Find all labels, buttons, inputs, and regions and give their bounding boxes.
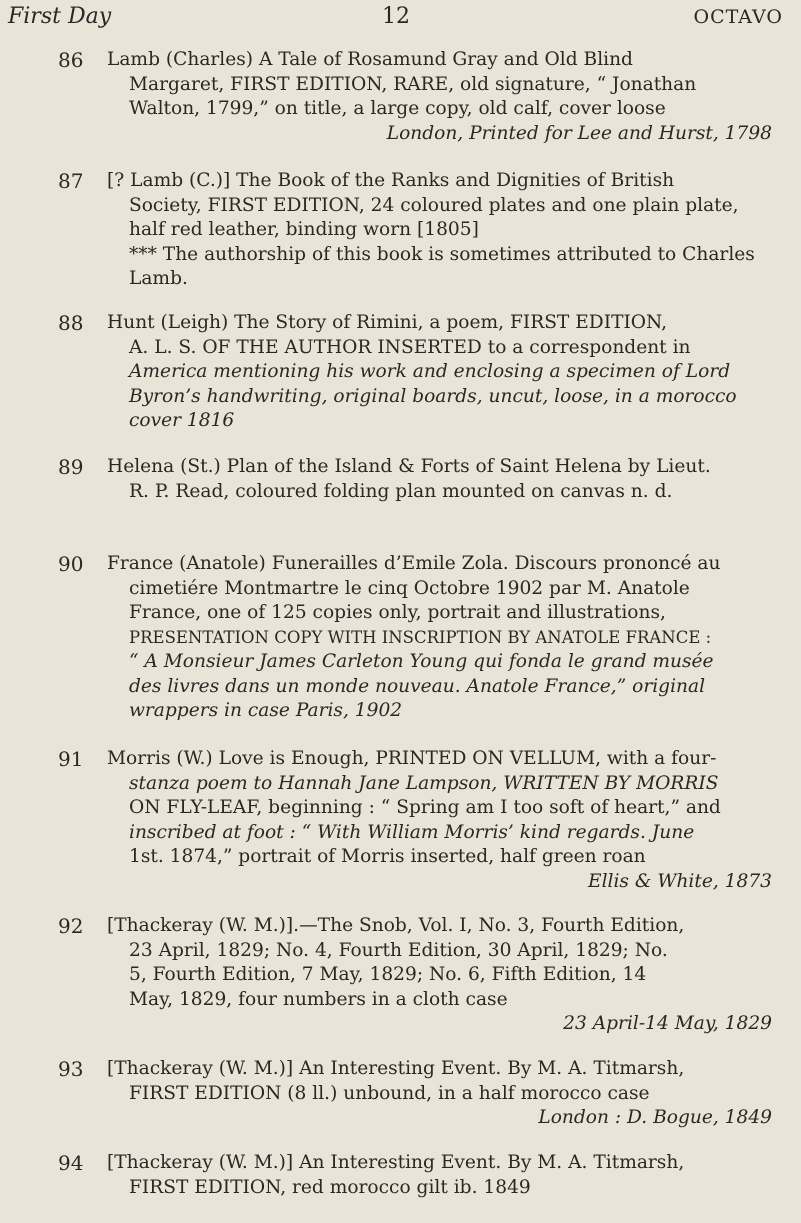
lot-line: [Thackeray (W. M.)] An Interesting Event. By M. A. Titmarsh, — [107, 1058, 685, 1079]
lot-line: France, one of 125 copies only, portrait and illustrations, — [129, 602, 666, 623]
page-number: 12 — [382, 4, 410, 29]
lot-line: cimetiére Montmartre le cinq Octobre 1902 par M. Anatole — [129, 577, 690, 599]
lot-line: R. P. Read, coloured folding plan mounted on canvas n. d. — [129, 480, 673, 502]
lot-line: cover 1816 — [129, 410, 235, 431]
lot-line: [Thackeray (W. M.)] An Interesting Event. By M. A. Titmarsh, — [107, 1152, 685, 1173]
lot-description — [107, 169, 772, 292]
lot-number: 92 — [58, 914, 84, 938]
lot-line: America mentioning his work and enclosing a specimen of Lord — [129, 361, 731, 382]
lot-line: des livres dans un monde nouveau. Anatole France,” original — [129, 675, 706, 697]
lot-description — [107, 48, 772, 146]
lot-number: 89 — [58, 455, 84, 479]
lot-line: half red leather, binding worn [1805] — [129, 219, 479, 240]
lot-number: 86 — [58, 48, 84, 72]
lot-number: 93 — [58, 1057, 84, 1081]
lot-imprint: 23 April-14 May, 1829 — [563, 1013, 772, 1034]
header-day: First Day — [8, 4, 112, 29]
lot-line: Walton, 1799,” on title, a large copy, old calf, cover loose — [129, 98, 666, 119]
lot-line: Margaret, FIRST EDITION, RARE, old signature, “ Jonathan — [129, 73, 697, 95]
lot-line: 5, Fourth Edition, 7 May, 1829; No. 6, Fifth Edition, 14 — [129, 964, 647, 985]
lot-line: Lamb. — [129, 268, 188, 289]
lot-line: [Thackeray (W. M.)].—The Snob, Vol. I, No. 3, Fourth Edition, — [107, 915, 685, 936]
lot-number: 88 — [58, 311, 84, 335]
lot-line: 23 April, 1829; No. 4, Fourth Edition, 30 April, 1829; No. — [129, 939, 668, 961]
header-format: OCTAVO — [693, 6, 783, 28]
lot-line: [? Lamb (C.)] The Book of the Ranks and Dignities of British — [107, 170, 675, 191]
lot-line: France (Anatole) Funerailles d’Emile Zola. Discours prononcé au — [107, 553, 721, 574]
lot-line: inscribed at foot : “ With William Morris’ kind regards. June — [129, 821, 695, 843]
lot-description — [107, 914, 772, 1037]
lot-line: 1st. 1874,” portrait of Morris inserted, half green roan — [129, 846, 646, 867]
lot-number: 91 — [58, 747, 84, 771]
lot-line: Hunt (Leigh) The Story of Rimini, a poem, FIRST EDITION, — [107, 312, 668, 333]
lot-description — [107, 311, 772, 434]
lot-number: 90 — [58, 552, 84, 576]
lot-description — [107, 1151, 772, 1200]
lot-description — [107, 1057, 772, 1131]
lot-line: Lamb (Charles) A Tale of Rosamund Gray and Old Blind — [107, 49, 633, 70]
lot-line: “ A Monsieur James Carleton Young qui fonda le grand musée — [129, 651, 714, 672]
lot-number: 87 — [58, 169, 84, 193]
lot-line: A. L. S. OF THE AUTHOR INSERTED to a correspondent in — [129, 336, 691, 358]
lot-imprint: London : D. Bogue, 1849 — [538, 1107, 772, 1128]
lot-number: 94 — [58, 1151, 84, 1175]
lot-note: *** The authorship of this book is sometimes attributed to Charles — [129, 243, 755, 265]
lot-line: Helena (St.) Plan of the Island & Forts of Saint Helena by Lieut. — [107, 456, 711, 477]
lot-imprint: Ellis & White, 1873 — [588, 870, 772, 892]
lot-line: May, 1829, four numbers in a cloth case — [129, 988, 508, 1010]
page-header — [8, 4, 783, 40]
lot-line: PRESENTATION COPY WITH INSCRIPTION BY ANATOLE FRANCE : — [129, 627, 712, 647]
lot-line: Morris (W.) Love is Enough, PRINTED ON VELLUM, with a four- — [107, 748, 717, 769]
lot-line: wrappers in case Paris, 1902 — [129, 700, 403, 721]
lot-line: FIRST EDITION (8 ll.) unbound, in a half morocco case — [129, 1082, 650, 1104]
lot-description — [107, 747, 772, 894]
lot-line: FIRST EDITION, red morocco gilt ib. 1849 — [129, 1176, 531, 1198]
lot-imprint: London, Printed for Lee and Hurst, 1798 — [386, 122, 772, 144]
lot-line: ON FLY-LEAF, beginning : “ Spring am I too soft of heart,” and — [129, 797, 721, 818]
lot-description — [107, 552, 772, 724]
lot-line: Byron’s handwriting, original boards, uncut, loose, in a morocco — [129, 385, 737, 407]
lot-line: Society, FIRST EDITION, 24 coloured plates and one plain plate, — [129, 194, 739, 216]
lot-description — [107, 455, 772, 504]
lot-line: stanza poem to Hannah Jane Lampson, WRITTEN BY MORRIS — [129, 772, 719, 794]
